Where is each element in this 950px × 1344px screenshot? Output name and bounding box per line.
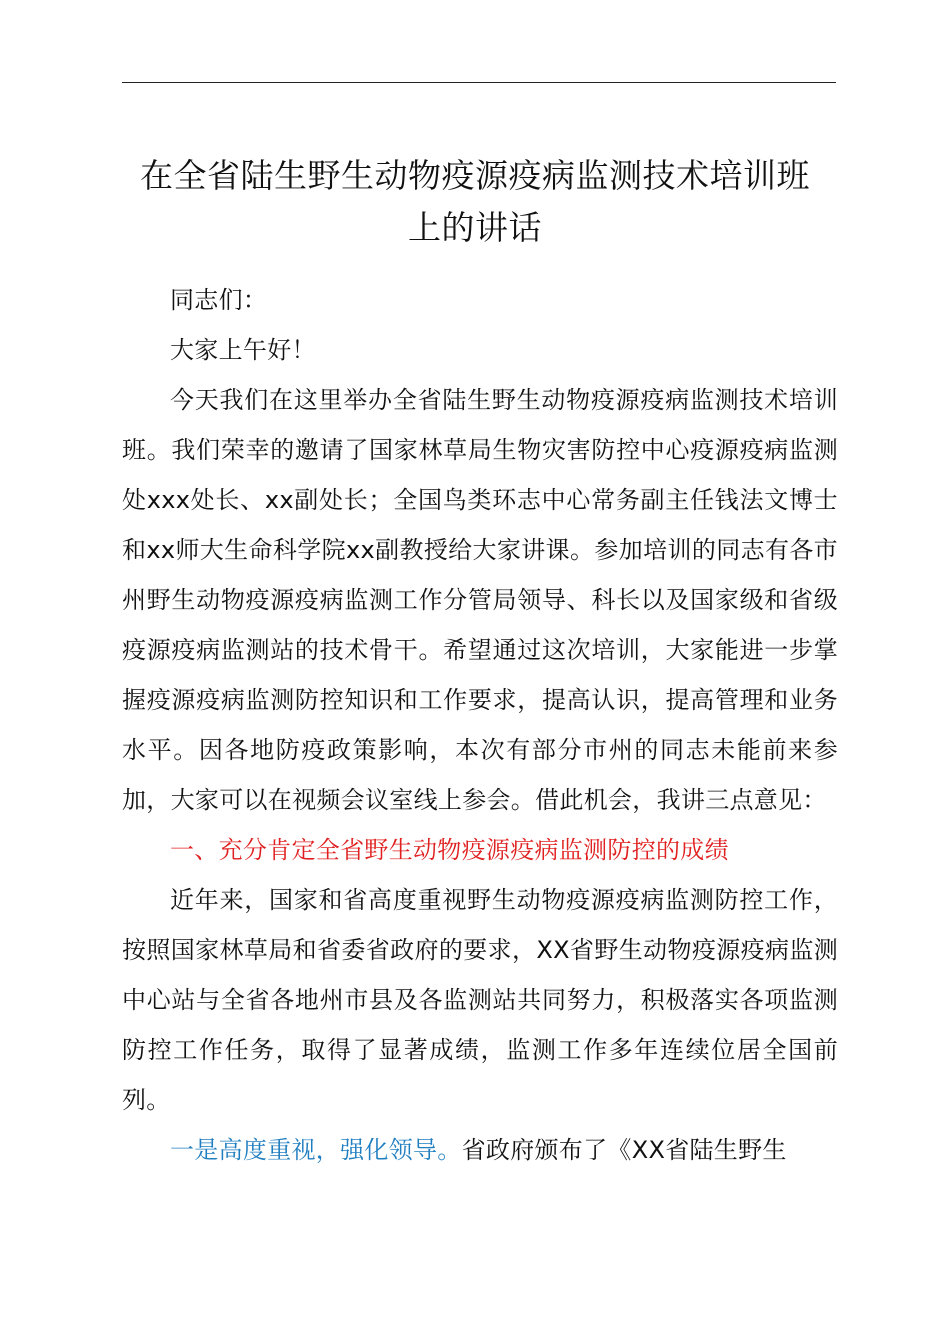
document-body — [122, 275, 838, 1175]
salutation: 同志们： — [170, 286, 268, 314]
document-title — [110, 150, 840, 254]
greeting: 大家上午好！ — [170, 336, 316, 364]
section-1-heading: 一、充分肯定全省野生动物疫源疫病监测防控的成绩 — [170, 836, 729, 864]
point-1-paragraph — [122, 1125, 838, 1175]
intro-paragraph: 今天我们在这里举办全省陆生野生动物疫源疫病监测技术培训班。我们荣幸的邀请了国家林草局生物灾害防控中心疫源疫病监测处xxx处长、xx副处长；全国鸟类环志中心常务副主任钱法文博士和xx师大生命科学院xx副教授给大家讲课。参加培训的同志有各市州野生动物疫源疫病监测工作分管局领导、科长以及国家级和省级疫源疫病监测站的技术骨干。希望通过这次培训，大家能进一步掌握疫源疫病监测防控知识和工作要求，提高认识，提高管理和业务水平。因各地防疫政策影响，本次有部分市州的同志未能前来参加，大家可以在视频会议室线上参会。借此机会，我讲三点意见： — [122, 386, 838, 814]
title-line-2: 上的讲话 — [408, 208, 542, 247]
section-1-paragraph: 近年来，国家和省高度重视野生动物疫源疫病监测防控工作，按照国家林草局和省委省政府的要求，XX省野生动物疫源疫病监测中心站与全省各地州市县及各监测站共同努力，积极落实各项监测防控工作任务，取得了显著成绩，监测工作多年连续位居全国前列。 — [122, 886, 838, 1114]
point-1-text: 省政府颁布了《XX省陆生野生 — [461, 1136, 787, 1164]
header-rule — [122, 82, 836, 83]
title-line-1: 在全省陆生野生动物疫源疫病监测技术培训班 — [140, 156, 810, 195]
point-1-label: 一是高度重视，强化领导。 — [170, 1136, 462, 1164]
